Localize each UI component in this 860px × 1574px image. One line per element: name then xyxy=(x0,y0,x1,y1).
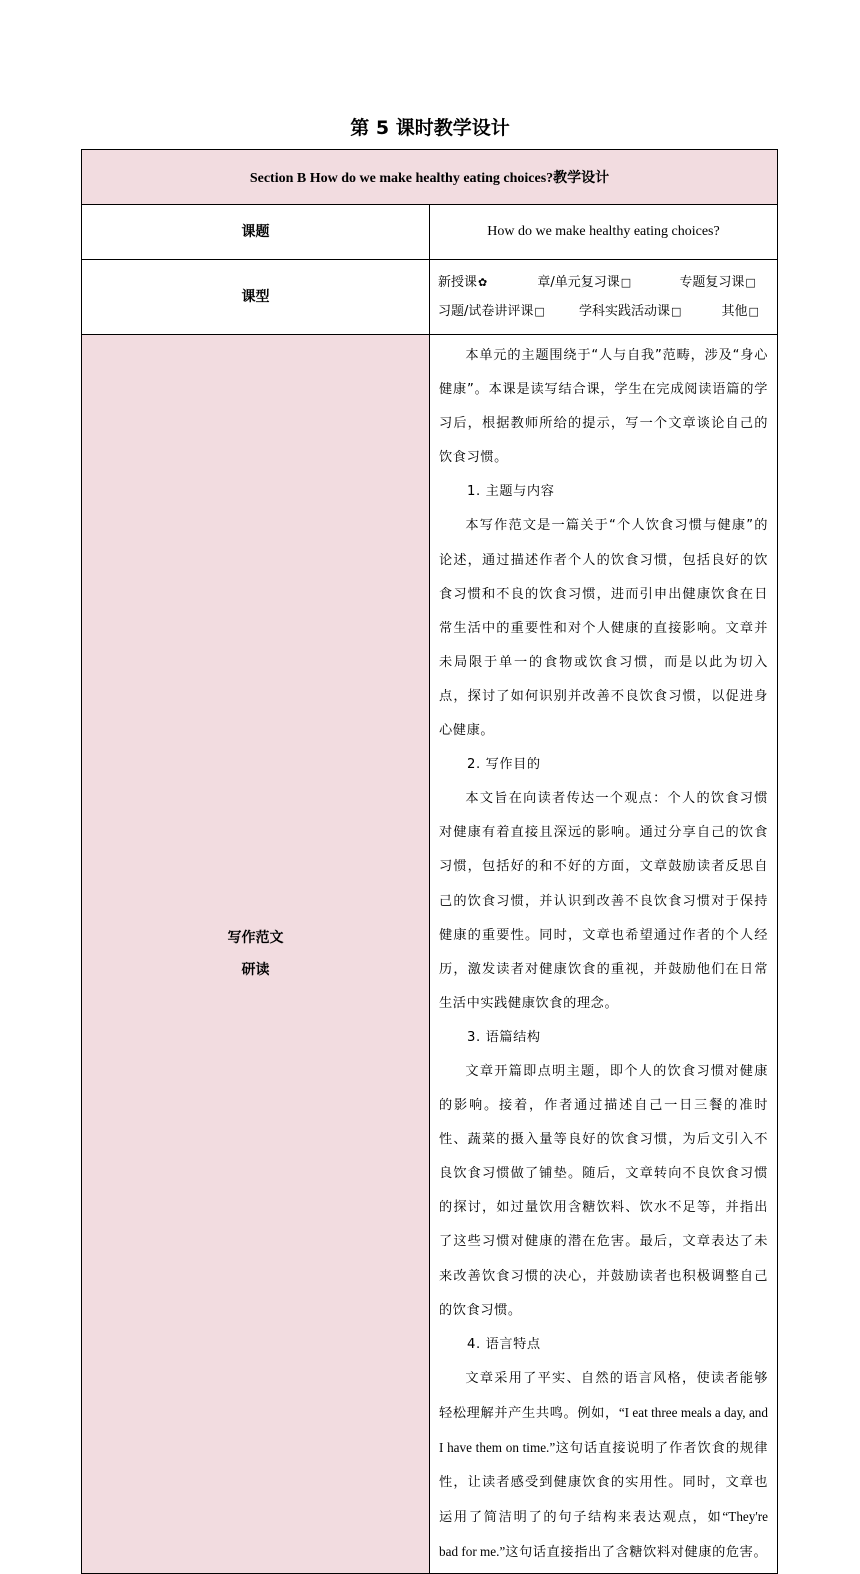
section-header: Section B How do we make healthy eating choices?教学设计 xyxy=(82,150,778,205)
topic-row xyxy=(82,205,778,260)
checkbox-icon: □ xyxy=(620,276,632,289)
type-options-row xyxy=(438,297,769,326)
english-quote: “I eat three meals a day, and I have them on time.” xyxy=(439,1404,768,1455)
type-option-new-lesson: 新授课✿ xyxy=(438,275,488,290)
type-option-practice-activity: 学科实践活动课□ xyxy=(578,304,682,319)
theme-paragraph: 本写作范文是一篇关于“个人饮食习惯与健康”的论述，通过描述作者个人的饮食习惯，包括良好的饮食习惯和不良的饮食习惯，进而引申出健康饮食在日常生活中的重要性和对个人健康的直接影响。文章并未局限于单一的食物或饮食习惯，而是以此为切入点，探讨了如何识别并改善不良饮食习惯，以促进身心健康。 xyxy=(439,518,768,739)
english-quote: “They're bad for me.” xyxy=(439,1509,768,1560)
type-option-exercise-review: 习题/试卷讲评课□ xyxy=(438,304,545,319)
flower-mark-icon: ✿ xyxy=(478,276,488,289)
subheading-language: 4. 语言特点 xyxy=(467,1336,541,1352)
checkbox-icon: □ xyxy=(745,276,756,289)
checkbox-icon: □ xyxy=(748,305,759,318)
analysis-content xyxy=(430,335,778,1574)
intro-paragraph: 本单元的主题围绕于“人与自我”范畴，涉及“身心健康”。本课是读写结合课，学生在完成阅读语篇的学习后，根据教师所给的提示，写一个文章谈论自己的饮食习惯。 xyxy=(439,348,768,466)
subheading-purpose: 2. 写作目的 xyxy=(467,757,541,773)
type-row xyxy=(82,260,778,335)
analysis-label xyxy=(82,335,430,1574)
type-option-topic-review: 专题复习课□ xyxy=(679,275,756,290)
page-title: 第 5 课时教学设计 xyxy=(350,117,510,139)
checkbox-icon: □ xyxy=(534,305,545,318)
type-option-unit-review: 章/单元复习课□ xyxy=(537,275,632,290)
type-label: 课型 xyxy=(82,260,430,335)
analysis-label-line: 研读 xyxy=(241,962,270,979)
structure-paragraph: 文章开篇即点明主题，即个人的饮食习惯对健康的影响。接着，作者通过描述自己一日三餐的准时性、蔬菜的摄入量等良好的饮食习惯，为后文引入不良饮食习惯做了铺垫。随后，文章转向不良饮食习惯的探讨，如过量饮用含糖饮料、饮水不足等，并指出了这些习惯对健康的潜在危害。最后，文章表达了未来改善饮食习惯的决心，并鼓励读者也积极调整自己的饮食习惯。 xyxy=(439,1063,768,1318)
topic-label: 课题 xyxy=(82,205,430,260)
lesson-design-table xyxy=(81,149,778,1574)
subheading-theme: 1. 主题与内容 xyxy=(467,484,555,500)
purpose-paragraph: 本文旨在向读者传达一个观点：个人的饮食习惯对健康有着直接且深远的影响。通过分享自己的饮食习惯，包括好的和不好的方面，文章鼓励读者反思自己的饮食习惯，并认识到改善不良饮食习惯对于保持健康的重要性。同时，文章也希望通过作者的个人经历，激发读者对健康饮食的重视，并鼓励他们在日常生活中实践健康饮食的理念。 xyxy=(439,791,768,1011)
analysis-row xyxy=(82,335,778,1574)
topic-value: How do we make healthy eating choices? xyxy=(430,205,778,260)
type-options xyxy=(430,260,778,335)
subheading-structure: 3. 语篇结构 xyxy=(467,1029,541,1045)
type-options-row xyxy=(438,268,769,297)
analysis-label-line: 写作范文 xyxy=(227,930,284,947)
checkbox-icon: □ xyxy=(670,305,682,318)
section-header-row xyxy=(82,150,778,205)
language-paragraph: 文章采用了平实、自然的语言风格，使读者能够轻松理解并产生共鸣。例如，“I eat three meals a day, and I have them on time.”这句话直接说明了作者饮食的规律性，让读者感受到健康饮食的实用性。同时，文章也运用了简洁明了的句子结构来表达观点，如“They're bad for me.”这句话直接指出了含糖饮料对健康的危害。 xyxy=(439,1370,769,1561)
type-option-other: 其他□ xyxy=(721,304,759,319)
